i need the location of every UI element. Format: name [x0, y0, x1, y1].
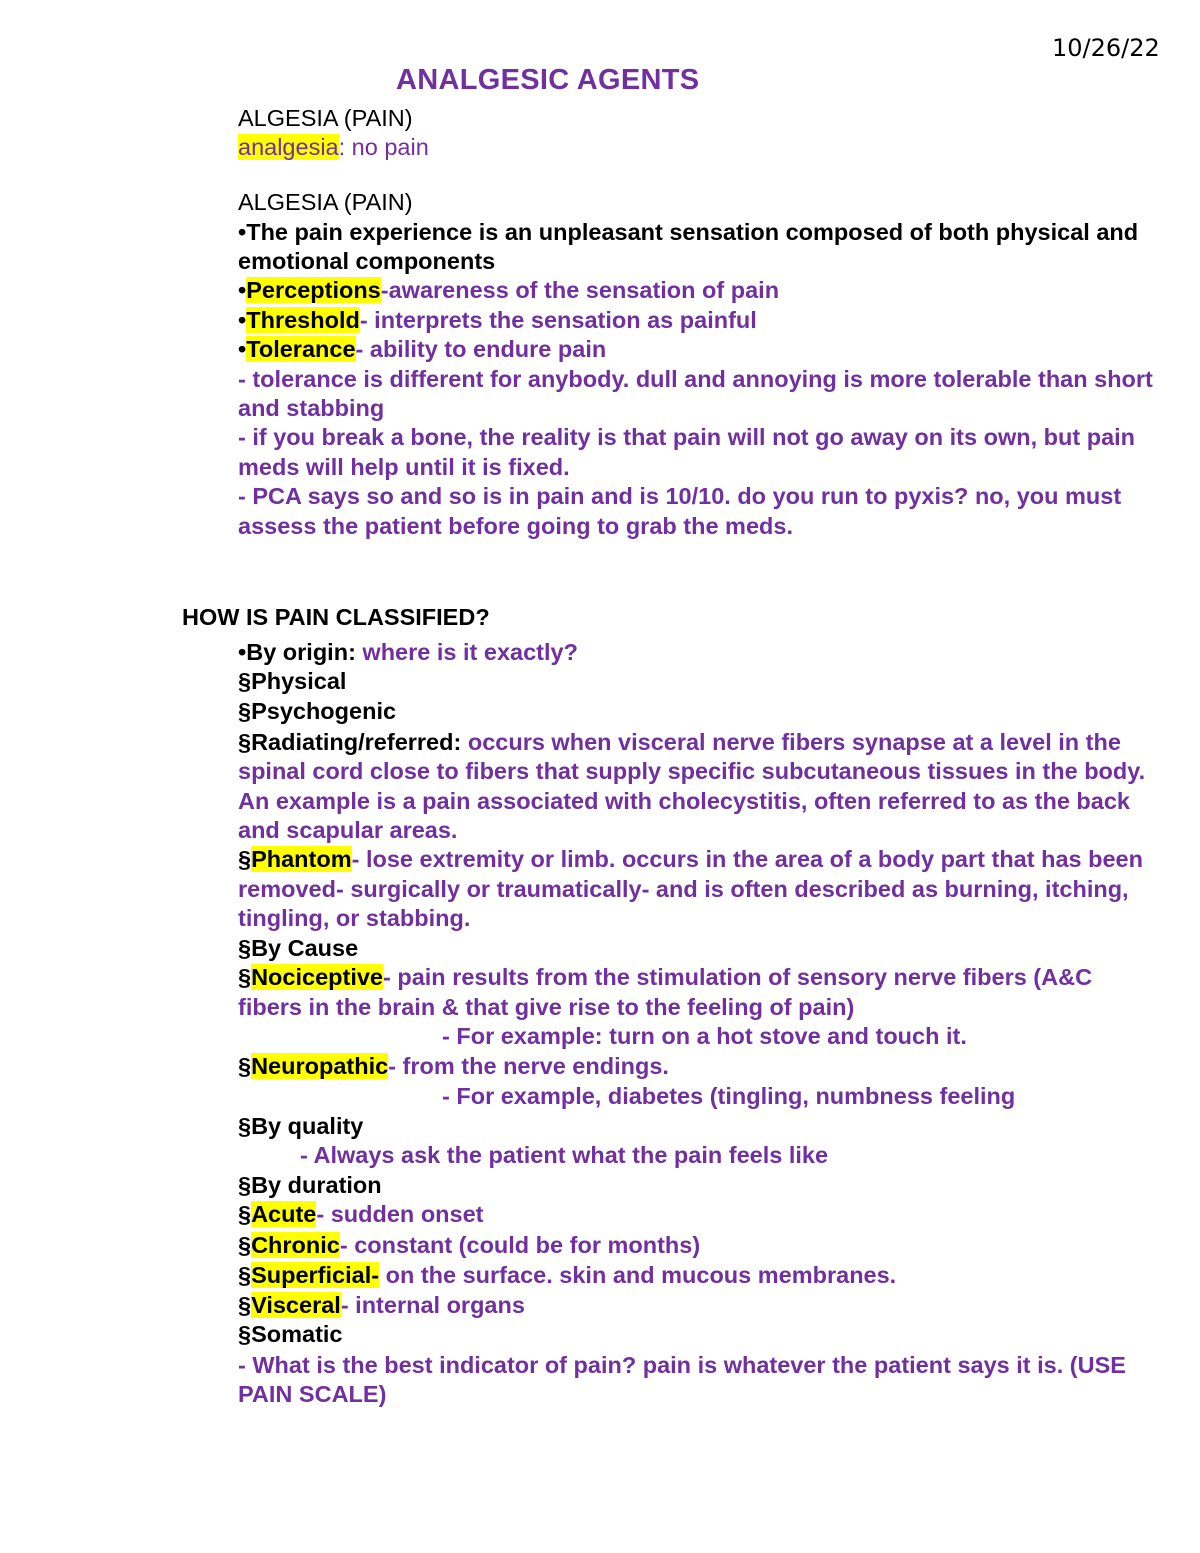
phantom-term: Phantom	[251, 846, 352, 872]
physical-item: §Physical	[238, 668, 347, 694]
note-bone-a: - if you break a bone, the reality is that pain will not go away on its own, but pain	[238, 424, 1136, 450]
threshold-item	[238, 306, 757, 336]
somatic-item: §Somatic	[238, 1321, 343, 1347]
section-symbol: §	[238, 1201, 252, 1227]
nociceptive-example: - For example: turn on a hot stove and touch it.	[442, 1023, 967, 1049]
bullet: •	[238, 277, 247, 303]
nociceptive-item	[238, 963, 1092, 993]
acute-term: Acute	[251, 1201, 317, 1227]
nociceptive-term: Nociceptive	[251, 964, 383, 990]
phantom-def-a: - lose extremity or limb. occurs in the area of a body part that has been	[351, 846, 1143, 872]
pain-experience-line2: emotional components	[238, 248, 496, 274]
phantom-def-b: removed- surgically or traumatically- and is often described as burning, itching,	[238, 876, 1129, 902]
section-symbol: §	[238, 846, 252, 872]
phantom-def-c: tingling, or stabbing.	[238, 905, 471, 931]
psychogenic-item: §Psychogenic	[238, 698, 397, 724]
threshold-term: Threshold	[246, 307, 360, 333]
note-bone-b: meds will help until it is fixed.	[238, 454, 570, 480]
radiating-def-b: spinal cord close to fibers that supply specific subcutaneous tissues in the body.	[238, 758, 1146, 784]
radiating-label: §Radiating/referred:	[238, 729, 468, 755]
superficial-def: on the surface. skin and mucous membranes.	[379, 1262, 897, 1288]
neuropathic-term: Neuropathic	[251, 1053, 389, 1079]
analgesia-def: : no pain	[338, 134, 429, 160]
intro-heading: ALGESIA (PAIN)	[238, 105, 413, 131]
chronic-term: Chronic	[251, 1232, 340, 1258]
note-tolerance-a: - tolerance is different for anybody. dull and annoying is more tolerable than short	[238, 366, 1153, 392]
radiating-def-a: occurs when visceral nerve fibers synapse at a level in the	[467, 729, 1121, 755]
neuropathic-example: - For example, diabetes (tingling, numbness feeling	[442, 1083, 1016, 1109]
section-symbol: §	[238, 1292, 252, 1318]
page-title: ANALGESIC AGENTS	[396, 64, 700, 96]
analgesia-term: analgesia	[238, 134, 339, 160]
page-date: 10/26/22	[1052, 34, 1160, 62]
final-note-b: PAIN SCALE)	[238, 1381, 387, 1407]
by-duration: §By duration	[238, 1172, 382, 1198]
bullet: •	[238, 307, 247, 333]
chronic-def: - constant (could be for months)	[339, 1232, 701, 1258]
neuropathic-item	[238, 1052, 669, 1082]
superficial-item	[238, 1261, 896, 1291]
classification-heading: HOW IS PAIN CLASSIFIED?	[182, 604, 490, 630]
tolerance-item	[238, 335, 606, 365]
final-note-a: - What is the best indicator of pain? pain is whatever the patient says it is. (USE	[238, 1352, 1126, 1378]
acute-def: - sudden onset	[316, 1201, 484, 1227]
acute-item	[238, 1200, 484, 1230]
perceptions-item	[238, 276, 779, 306]
radiating-def-c: An example is a pain associated with cholecystitis, often referred to as the back	[238, 788, 1130, 814]
superficial-term: Superficial-	[251, 1262, 380, 1288]
section-symbol: §	[238, 1053, 252, 1079]
by-origin-note: where is it exactly?	[362, 639, 578, 665]
nociceptive-def-a: - pain results from the stimulation of sensory nerve fibers (A&C	[383, 964, 1093, 990]
note-pca-a: - PCA says so and so is in pain and is 10/10. do you run to pyxis? no, you must	[238, 483, 1122, 509]
neuropathic-def: - from the nerve endings.	[388, 1053, 669, 1079]
bullet: •	[238, 336, 247, 362]
perceptions-term: Perceptions	[246, 277, 381, 303]
by-quality: §By quality	[238, 1113, 364, 1139]
visceral-item	[238, 1291, 525, 1321]
chronic-item	[238, 1231, 700, 1261]
visceral-term: Visceral	[251, 1292, 341, 1318]
section-symbol: §	[238, 1232, 252, 1258]
quality-note: - Always ask the patient what the pain feels like	[300, 1142, 829, 1168]
nociceptive-def-b: fibers in the brain & that give rise to the feeling of pain)	[238, 994, 855, 1020]
note-pca-b: assess the patient before going to grab the meds.	[238, 513, 793, 539]
phantom-item	[238, 845, 1143, 875]
pain-experience-line1: •The pain experience is an unpleasant sensation composed of both physical and	[238, 219, 1139, 245]
radiating-def-d: and scapular areas.	[238, 817, 458, 843]
tolerance-def: - ability to endure pain	[355, 336, 607, 362]
tolerance-term: Tolerance	[246, 336, 356, 362]
section1-heading: ALGESIA (PAIN)	[238, 189, 413, 215]
radiating-item	[238, 728, 1121, 758]
visceral-def: - internal organs	[340, 1292, 525, 1318]
section-symbol: §	[238, 964, 252, 990]
section-symbol: §	[238, 1262, 252, 1288]
threshold-def: - interprets the sensation as painful	[359, 307, 757, 333]
by-cause: §By Cause	[238, 935, 359, 961]
by-origin-label: •By origin:	[238, 639, 363, 665]
by-origin	[238, 638, 578, 668]
note-tolerance-b: and stabbing	[238, 395, 385, 421]
intro-definition	[238, 133, 429, 163]
perceptions-def: -awareness of the sensation of pain	[380, 277, 780, 303]
